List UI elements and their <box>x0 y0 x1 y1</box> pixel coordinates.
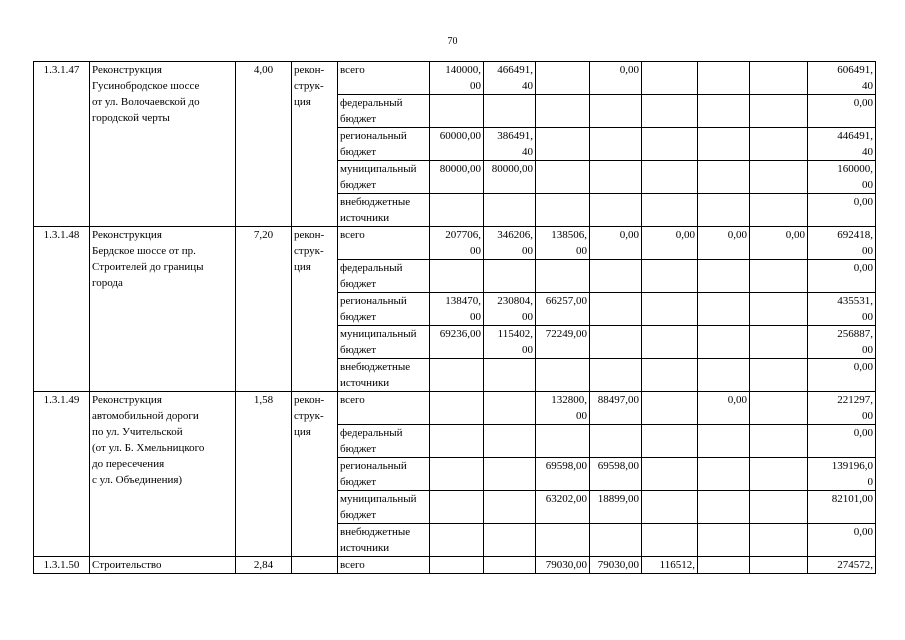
year-value-cell <box>750 260 808 293</box>
project-work-type: рекон- струк- ция <box>292 62 338 227</box>
year-value-cell <box>750 359 808 392</box>
year-value-cell <box>484 260 536 293</box>
year-value-cell <box>698 557 750 574</box>
budget-table <box>33 61 876 574</box>
year-value-cell <box>484 194 536 227</box>
year-value-cell <box>536 128 590 161</box>
year-value-cell <box>590 194 642 227</box>
year-value-cell <box>642 95 698 128</box>
funding-source: всего <box>338 227 430 260</box>
year-value-cell <box>484 557 536 574</box>
year-value-cell <box>750 392 808 425</box>
year-value-cell <box>698 161 750 194</box>
year-value-cell <box>642 194 698 227</box>
year-value-cell <box>750 491 808 524</box>
year-value-cell <box>698 62 750 95</box>
project-work-type <box>292 557 338 574</box>
year-value-cell <box>750 326 808 359</box>
year-value-cell <box>536 524 590 557</box>
page-number: 70 <box>447 36 458 47</box>
year-value-cell <box>750 425 808 458</box>
year-value-cell <box>750 458 808 491</box>
year-value-cell <box>750 557 808 574</box>
funding-source: всего <box>338 62 430 95</box>
total-value-cell: 82101,00 <box>808 491 876 524</box>
year-value-cell: 80000,00 <box>484 161 536 194</box>
year-value-cell <box>642 128 698 161</box>
year-value-cell <box>642 293 698 326</box>
project-length: 4,00 <box>236 62 292 227</box>
year-value-cell: 140000, 00 <box>430 62 484 95</box>
project-name: Строительство <box>90 557 236 574</box>
year-value-cell: 69598,00 <box>590 458 642 491</box>
year-value-cell <box>430 194 484 227</box>
project-name: Реконструкция Бердское шоссе от пр. Строителей до границы города <box>90 227 236 392</box>
total-value-cell: 0,00 <box>808 95 876 128</box>
project-code: 1.3.1.47 <box>34 62 90 227</box>
project-length: 2,84 <box>236 557 292 574</box>
year-value-cell: 69598,00 <box>536 458 590 491</box>
total-value-cell: 0,00 <box>808 359 876 392</box>
year-value-cell <box>590 524 642 557</box>
table-row <box>34 557 876 574</box>
funding-source: федеральный бюджет <box>338 425 430 458</box>
year-value-cell <box>590 425 642 458</box>
year-value-cell <box>430 458 484 491</box>
year-value-cell <box>698 128 750 161</box>
total-value-cell: 0,00 <box>808 260 876 293</box>
project-code: 1.3.1.48 <box>34 227 90 392</box>
year-value-cell: 79030,00 <box>590 557 642 574</box>
year-value-cell <box>484 524 536 557</box>
year-value-cell <box>484 425 536 458</box>
year-value-cell <box>750 194 808 227</box>
year-value-cell <box>536 95 590 128</box>
project-work-type: рекон- струк- ция <box>292 392 338 557</box>
year-value-cell <box>750 62 808 95</box>
year-value-cell <box>698 293 750 326</box>
project-code: 1.3.1.49 <box>34 392 90 557</box>
total-value-cell: 256887, 00 <box>808 326 876 359</box>
year-value-cell <box>430 95 484 128</box>
year-value-cell <box>484 458 536 491</box>
year-value-cell <box>430 524 484 557</box>
funding-source: федеральный бюджет <box>338 260 430 293</box>
year-value-cell <box>430 491 484 524</box>
year-value-cell: 115402, 00 <box>484 326 536 359</box>
year-value-cell <box>536 161 590 194</box>
year-value-cell: 386491, 40 <box>484 128 536 161</box>
year-value-cell: 72249,00 <box>536 326 590 359</box>
total-value-cell: 446491, 40 <box>808 128 876 161</box>
year-value-cell <box>590 326 642 359</box>
year-value-cell: 69236,00 <box>430 326 484 359</box>
year-value-cell <box>430 557 484 574</box>
funding-source: муниципальный бюджет <box>338 326 430 359</box>
year-value-cell: 18899,00 <box>590 491 642 524</box>
year-value-cell: 66257,00 <box>536 293 590 326</box>
year-value-cell <box>590 95 642 128</box>
year-value-cell <box>430 359 484 392</box>
total-value-cell: 160000, 00 <box>808 161 876 194</box>
year-value-cell <box>536 62 590 95</box>
year-value-cell: 0,00 <box>590 227 642 260</box>
year-value-cell: 207706, 00 <box>430 227 484 260</box>
funding-source: региональный бюджет <box>338 128 430 161</box>
funding-source: всего <box>338 392 430 425</box>
year-value-cell <box>642 260 698 293</box>
project-name: Реконструкция Гусинобродское шоссе от ул. Волочаевской до городской черты <box>90 62 236 227</box>
year-value-cell <box>750 524 808 557</box>
total-value-cell: 0,00 <box>808 425 876 458</box>
year-value-cell <box>698 425 750 458</box>
year-value-cell <box>484 392 536 425</box>
year-value-cell: 230804, 00 <box>484 293 536 326</box>
year-value-cell <box>536 425 590 458</box>
year-value-cell <box>590 260 642 293</box>
year-value-cell <box>642 359 698 392</box>
year-value-cell: 0,00 <box>642 227 698 260</box>
year-value-cell: 0,00 <box>698 227 750 260</box>
funding-source: внебюджетные источники <box>338 194 430 227</box>
table-row <box>34 392 876 425</box>
funding-source: внебюджетные источники <box>338 524 430 557</box>
year-value-cell <box>536 194 590 227</box>
year-value-cell: 466491, 40 <box>484 62 536 95</box>
year-value-cell: 138470, 00 <box>430 293 484 326</box>
funding-source: муниципальный бюджет <box>338 491 430 524</box>
funding-source: федеральный бюджет <box>338 95 430 128</box>
funding-source: муниципальный бюджет <box>338 161 430 194</box>
year-value-cell <box>484 491 536 524</box>
year-value-cell: 132800, 00 <box>536 392 590 425</box>
year-value-cell <box>698 326 750 359</box>
year-value-cell <box>642 62 698 95</box>
year-value-cell <box>642 392 698 425</box>
year-value-cell <box>430 425 484 458</box>
year-value-cell <box>750 161 808 194</box>
year-value-cell <box>536 260 590 293</box>
project-code: 1.3.1.50 <box>34 557 90 574</box>
year-value-cell: 63202,00 <box>536 491 590 524</box>
year-value-cell: 60000,00 <box>430 128 484 161</box>
year-value-cell: 0,00 <box>698 392 750 425</box>
year-value-cell <box>642 161 698 194</box>
year-value-cell <box>590 128 642 161</box>
year-value-cell: 80000,00 <box>430 161 484 194</box>
year-value-cell <box>642 458 698 491</box>
year-value-cell <box>642 524 698 557</box>
year-value-cell: 88497,00 <box>590 392 642 425</box>
year-value-cell <box>642 326 698 359</box>
year-value-cell <box>698 524 750 557</box>
year-value-cell <box>642 425 698 458</box>
table-row <box>34 62 876 95</box>
total-value-cell: 274572, <box>808 557 876 574</box>
year-value-cell <box>590 293 642 326</box>
year-value-cell: 0,00 <box>590 62 642 95</box>
year-value-cell <box>698 359 750 392</box>
year-value-cell <box>590 161 642 194</box>
total-value-cell: 606491, 40 <box>808 62 876 95</box>
year-value-cell <box>536 359 590 392</box>
funding-source: региональный бюджет <box>338 458 430 491</box>
project-name: Реконструкция автомобильной дороги по ул. Учительской (от ул. Б. Хмельницкого до пересечения с ул. Объединения) <box>90 392 236 557</box>
year-value-cell <box>698 458 750 491</box>
year-value-cell: 0,00 <box>750 227 808 260</box>
project-length: 7,20 <box>236 227 292 392</box>
year-value-cell <box>484 95 536 128</box>
funding-source: внебюджетные источники <box>338 359 430 392</box>
project-length: 1,58 <box>236 392 292 557</box>
year-value-cell <box>484 359 536 392</box>
year-value-cell <box>430 392 484 425</box>
funding-source: всего <box>338 557 430 574</box>
year-value-cell <box>590 359 642 392</box>
year-value-cell <box>430 260 484 293</box>
total-value-cell: 0,00 <box>808 524 876 557</box>
year-value-cell <box>698 491 750 524</box>
total-value-cell: 0,00 <box>808 194 876 227</box>
total-value-cell: 221297, 00 <box>808 392 876 425</box>
table-row <box>34 227 876 260</box>
funding-source: региональный бюджет <box>338 293 430 326</box>
year-value-cell: 138506, 00 <box>536 227 590 260</box>
year-value-cell <box>750 128 808 161</box>
year-value-cell <box>750 293 808 326</box>
total-value-cell: 692418, 00 <box>808 227 876 260</box>
year-value-cell: 79030,00 <box>536 557 590 574</box>
year-value-cell <box>698 194 750 227</box>
year-value-cell: 346206, 00 <box>484 227 536 260</box>
year-value-cell: 116512, <box>642 557 698 574</box>
year-value-cell <box>750 95 808 128</box>
project-work-type: рекон- струк- ция <box>292 227 338 392</box>
year-value-cell <box>698 95 750 128</box>
total-value-cell: 435531, 00 <box>808 293 876 326</box>
year-value-cell <box>698 260 750 293</box>
year-value-cell <box>642 491 698 524</box>
total-value-cell: 139196,0 0 <box>808 458 876 491</box>
